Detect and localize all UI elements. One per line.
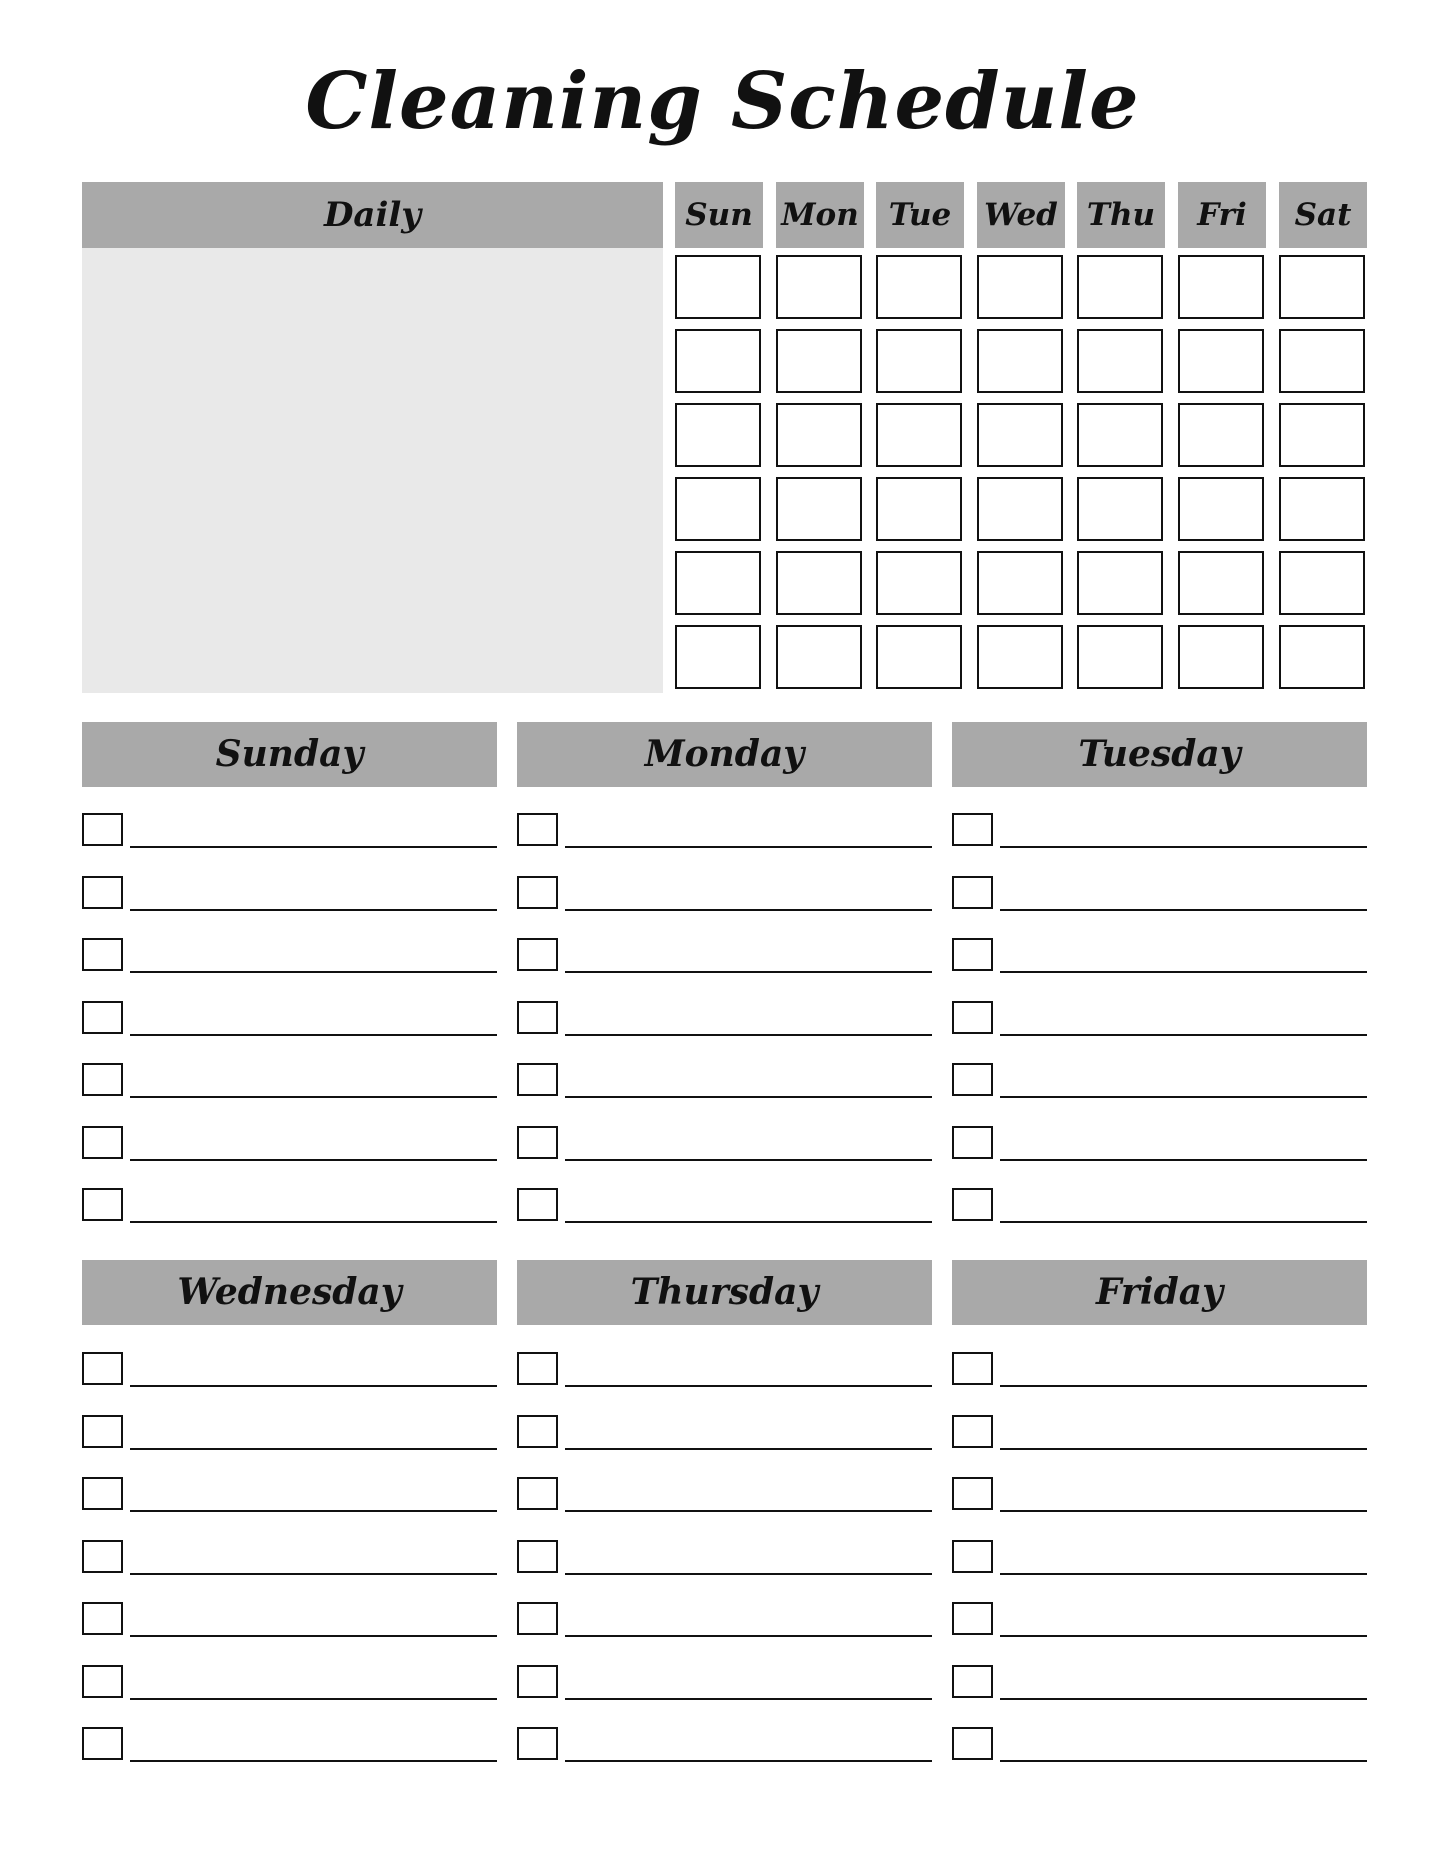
daily-checkbox[interactable] xyxy=(876,403,962,467)
section-header-monday: Monday xyxy=(517,722,932,787)
daily-checkbox[interactable] xyxy=(675,625,761,689)
task-checkbox[interactable] xyxy=(82,876,123,909)
task-line[interactable] xyxy=(130,1221,497,1223)
task-checkbox[interactable] xyxy=(517,1540,558,1573)
task-checkbox[interactable] xyxy=(82,813,123,846)
task-line[interactable] xyxy=(565,846,932,848)
daily-checkbox[interactable] xyxy=(1279,255,1365,319)
task-line[interactable] xyxy=(565,1635,932,1637)
task-checkbox[interactable] xyxy=(952,1602,993,1635)
task-line[interactable] xyxy=(130,1698,497,1700)
task-checkbox[interactable] xyxy=(952,1063,993,1096)
daily-checkbox[interactable] xyxy=(1178,625,1264,689)
daily-checkbox[interactable] xyxy=(876,329,962,393)
task-line[interactable] xyxy=(565,1698,932,1700)
daily-checkbox[interactable] xyxy=(876,477,962,541)
task-line[interactable] xyxy=(130,846,497,848)
daily-checkbox[interactable] xyxy=(1077,329,1163,393)
task-line[interactable] xyxy=(130,1159,497,1161)
task-line[interactable] xyxy=(1000,1698,1367,1700)
daily-checkbox[interactable] xyxy=(776,403,862,467)
task-checkbox[interactable] xyxy=(82,1602,123,1635)
daily-checkbox[interactable] xyxy=(675,551,761,615)
task-checkbox[interactable] xyxy=(82,1540,123,1573)
task-checkbox[interactable] xyxy=(952,1665,993,1698)
task-line[interactable] xyxy=(130,1448,497,1450)
task-checkbox[interactable] xyxy=(517,1665,558,1698)
task-checkbox[interactable] xyxy=(82,1415,123,1448)
task-checkbox[interactable] xyxy=(517,938,558,971)
task-line[interactable] xyxy=(1000,1573,1367,1575)
daily-checkbox[interactable] xyxy=(1077,255,1163,319)
daily-checkbox[interactable] xyxy=(675,255,761,319)
task-checkbox[interactable] xyxy=(82,1727,123,1760)
daily-checkbox[interactable] xyxy=(1077,551,1163,615)
daily-checkbox[interactable] xyxy=(675,329,761,393)
task-line[interactable] xyxy=(565,909,932,911)
task-line[interactable] xyxy=(565,1034,932,1036)
task-checkbox[interactable] xyxy=(517,1063,558,1096)
daily-header: Daily xyxy=(82,182,663,248)
daily-checkbox[interactable] xyxy=(977,625,1063,689)
task-checkbox[interactable] xyxy=(952,876,993,909)
task-checkbox[interactable] xyxy=(952,938,993,971)
task-line[interactable] xyxy=(565,1096,932,1098)
section-header-friday: Friday xyxy=(952,1260,1367,1325)
daily-checkbox[interactable] xyxy=(776,551,862,615)
daily-checkbox[interactable] xyxy=(776,255,862,319)
task-checkbox[interactable] xyxy=(517,876,558,909)
task-checkbox[interactable] xyxy=(82,1126,123,1159)
task-checkbox[interactable] xyxy=(82,1352,123,1385)
daily-checkbox[interactable] xyxy=(876,255,962,319)
task-line[interactable] xyxy=(1000,1096,1367,1098)
daily-checkbox[interactable] xyxy=(1279,625,1365,689)
task-checkbox[interactable] xyxy=(952,1126,993,1159)
task-line[interactable] xyxy=(130,1760,497,1762)
daily-checkbox[interactable] xyxy=(776,329,862,393)
task-line[interactable] xyxy=(130,1034,497,1036)
task-line[interactable] xyxy=(130,1096,497,1098)
task-line[interactable] xyxy=(130,1385,497,1387)
task-checkbox[interactable] xyxy=(82,1477,123,1510)
page-title: Cleaning Schedule xyxy=(305,56,1140,147)
daily-checkbox[interactable] xyxy=(675,403,761,467)
task-line[interactable] xyxy=(1000,1510,1367,1512)
daily-checkbox[interactable] xyxy=(776,625,862,689)
daily-checkbox[interactable] xyxy=(977,551,1063,615)
day-header-wed: Wed xyxy=(977,182,1065,248)
task-line[interactable] xyxy=(565,1573,932,1575)
task-checkbox[interactable] xyxy=(82,1001,123,1034)
task-checkbox[interactable] xyxy=(517,1352,558,1385)
day-header-fri: Fri xyxy=(1178,182,1266,248)
task-checkbox[interactable] xyxy=(952,1540,993,1573)
task-checkbox[interactable] xyxy=(517,1602,558,1635)
daily-checkbox[interactable] xyxy=(1077,625,1163,689)
day-header-mon: Mon xyxy=(776,182,864,248)
task-line[interactable] xyxy=(1000,1760,1367,1762)
task-checkbox[interactable] xyxy=(952,1188,993,1221)
day-header-thu: Thu xyxy=(1077,182,1165,248)
task-line[interactable] xyxy=(130,909,497,911)
daily-checkbox[interactable] xyxy=(1077,477,1163,541)
task-line[interactable] xyxy=(130,1510,497,1512)
task-line[interactable] xyxy=(565,971,932,973)
task-line[interactable] xyxy=(565,1221,932,1223)
task-checkbox[interactable] xyxy=(82,1665,123,1698)
task-checkbox[interactable] xyxy=(952,1727,993,1760)
task-line[interactable] xyxy=(1000,1448,1367,1450)
task-line[interactable] xyxy=(1000,1034,1367,1036)
task-checkbox[interactable] xyxy=(952,1352,993,1385)
daily-checkbox[interactable] xyxy=(1178,329,1264,393)
task-line[interactable] xyxy=(130,971,497,973)
daily-checkbox[interactable] xyxy=(1178,477,1264,541)
task-checkbox[interactable] xyxy=(517,1188,558,1221)
task-checkbox[interactable] xyxy=(517,1415,558,1448)
daily-checkbox[interactable] xyxy=(977,477,1063,541)
task-checkbox[interactable] xyxy=(82,1063,123,1096)
task-checkbox[interactable] xyxy=(82,938,123,971)
section-header-tuesday: Tuesday xyxy=(952,722,1367,787)
day-header-sat: Sat xyxy=(1279,182,1367,248)
task-checkbox[interactable] xyxy=(82,1188,123,1221)
daily-checkbox[interactable] xyxy=(1178,551,1264,615)
task-checkbox[interactable] xyxy=(952,1001,993,1034)
section-header-sunday: Sunday xyxy=(82,722,497,787)
daily-notes-area[interactable] xyxy=(82,248,663,693)
daily-checkbox[interactable] xyxy=(1279,551,1365,615)
daily-checkbox[interactable] xyxy=(876,551,962,615)
task-checkbox[interactable] xyxy=(517,1126,558,1159)
task-line[interactable] xyxy=(565,1159,932,1161)
task-line[interactable] xyxy=(130,1573,497,1575)
daily-checkbox[interactable] xyxy=(1178,255,1264,319)
task-checkbox[interactable] xyxy=(952,1477,993,1510)
task-checkbox[interactable] xyxy=(517,1477,558,1510)
task-line[interactable] xyxy=(1000,1635,1367,1637)
daily-checkbox[interactable] xyxy=(977,329,1063,393)
daily-checkbox[interactable] xyxy=(1279,403,1365,467)
daily-checkbox[interactable] xyxy=(1077,403,1163,467)
task-line[interactable] xyxy=(565,1760,932,1762)
task-line[interactable] xyxy=(565,1385,932,1387)
section-header-wednesday: Wednesday xyxy=(82,1260,497,1325)
task-checkbox[interactable] xyxy=(517,813,558,846)
daily-checkbox[interactable] xyxy=(1279,477,1365,541)
task-checkbox[interactable] xyxy=(517,1001,558,1034)
section-header-thursday: Thursday xyxy=(517,1260,932,1325)
task-line[interactable] xyxy=(1000,1385,1367,1387)
daily-checkbox[interactable] xyxy=(675,477,761,541)
task-line[interactable] xyxy=(565,1510,932,1512)
day-header-sun: Sun xyxy=(675,182,763,248)
task-line[interactable] xyxy=(130,1635,497,1637)
daily-checkbox[interactable] xyxy=(1178,403,1264,467)
task-line[interactable] xyxy=(1000,846,1367,848)
task-line[interactable] xyxy=(565,1448,932,1450)
daily-checkbox[interactable] xyxy=(1279,329,1365,393)
daily-checkbox[interactable] xyxy=(977,255,1063,319)
daily-checkbox[interactable] xyxy=(977,403,1063,467)
task-checkbox[interactable] xyxy=(517,1727,558,1760)
task-checkbox[interactable] xyxy=(952,813,993,846)
day-header-tue: Tue xyxy=(876,182,964,248)
task-checkbox[interactable] xyxy=(952,1415,993,1448)
daily-checkbox[interactable] xyxy=(776,477,862,541)
task-line[interactable] xyxy=(1000,1221,1367,1223)
task-line[interactable] xyxy=(1000,909,1367,911)
daily-checkbox[interactable] xyxy=(876,625,962,689)
task-line[interactable] xyxy=(1000,1159,1367,1161)
task-line[interactable] xyxy=(1000,971,1367,973)
